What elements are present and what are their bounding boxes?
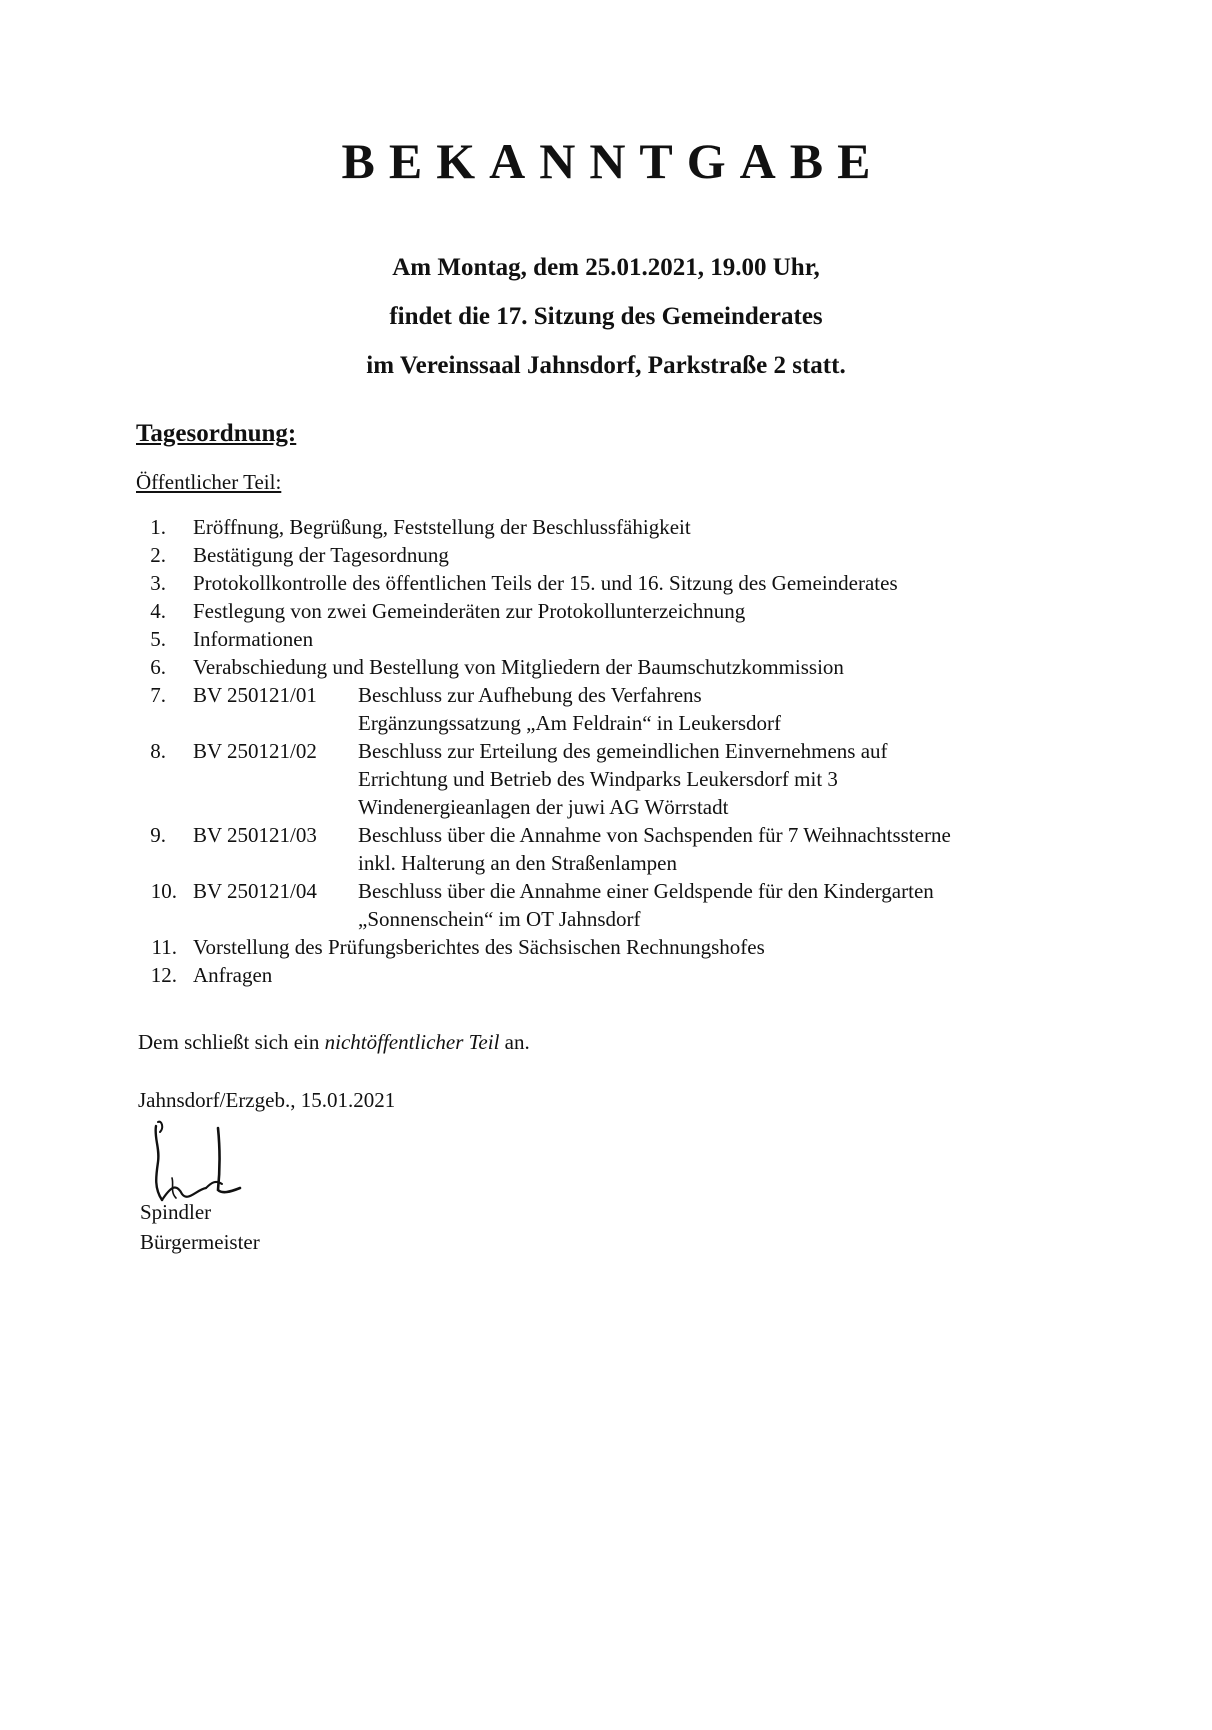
- closing-note: [138, 1030, 530, 1055]
- agenda-item-number: 5.: [150, 627, 166, 651]
- agenda-item-text: inkl. Halterung an den Straßenlampen: [358, 851, 677, 875]
- agenda-item-number: 6.: [150, 655, 166, 679]
- agenda-item-text: Beschluss über die Annahme einer Geldspende für den Kindergarten: [358, 879, 934, 903]
- agenda-item-text: Verabschiedung und Bestellung von Mitgliedern der Baumschutzkommission: [193, 655, 844, 679]
- agenda-item-text: „Sonnenschein“ im OT Jahnsdorf: [358, 907, 641, 931]
- handwritten-signature: [148, 1118, 268, 1210]
- agenda-item-text: Vorstellung des Prüfungsberichtes des Sächsischen Rechnungshofes: [193, 935, 765, 959]
- agenda-item-number: 4.: [150, 599, 166, 623]
- agenda-item-text: Windenergieanlagen der juwi AG Wörrstadt: [358, 795, 729, 819]
- agenda-item-text: Informationen: [193, 627, 314, 651]
- agenda-item-number: 9.: [150, 823, 166, 847]
- closing-prefix: Dem schließt sich ein: [138, 1030, 325, 1054]
- agenda-item-number: 11.: [151, 935, 177, 959]
- meeting-session-line: findet die 17. Sitzung des Gemeinderates: [389, 303, 823, 330]
- agenda-item-number: 12.: [150, 963, 177, 987]
- agenda-item-number: 3.: [150, 571, 166, 595]
- agenda-item-text: Anfragen: [193, 963, 273, 987]
- agenda-item-number: 2.: [150, 543, 166, 567]
- agenda-item-text: Protokollkontrolle des öffentlichen Teils der 15. und 16. Sitzung des Gemeinderates: [193, 571, 898, 595]
- agenda-item-text: Beschluss über die Annahme von Sachspenden für 7 Weihnachtssterne: [358, 823, 951, 847]
- document-title: BEKANNTGABE: [341, 133, 885, 189]
- agenda-item-text: Beschluss zur Aufhebung des Verfahrens: [358, 683, 702, 707]
- agenda-item-code: BV 250121/03: [193, 823, 317, 847]
- agenda-item-text: Bestätigung der Tagesordnung: [193, 543, 449, 567]
- closing-emphasis: nichtöffentlicher Teil: [324, 1030, 500, 1054]
- meeting-location-line: im Vereinssaal Jahnsdorf, Parkstraße 2 statt.: [366, 352, 846, 379]
- agenda-item-code: BV 250121/01: [193, 683, 317, 707]
- agenda-item-number: 10.: [150, 879, 177, 903]
- agenda-item-code: BV 250121/04: [193, 879, 317, 903]
- agenda-item-text: Ergänzungssatzung „Am Feldrain“ in Leukersdorf: [358, 711, 781, 735]
- agenda-item-number: 8.: [150, 739, 166, 763]
- place-date: Jahnsdorf/Erzgeb., 15.01.2021: [138, 1088, 396, 1112]
- agenda-item-text: Eröffnung, Begrüßung, Feststellung der Beschlussfähigkeit: [193, 515, 691, 539]
- agenda-item-number: 7.: [150, 683, 166, 707]
- signer-name: Spindler: [140, 1200, 212, 1224]
- signer-role: Bürgermeister: [140, 1230, 260, 1254]
- agenda-item-number: 1.: [150, 515, 166, 539]
- closing-suffix: an.: [499, 1030, 530, 1054]
- agenda-item-text: Festlegung von zwei Gemeinderäten zur Protokollunterzeichnung: [193, 599, 746, 623]
- public-part-label: Öffentlicher Teil:: [136, 470, 282, 494]
- agenda-heading: Tagesordnung:: [136, 420, 297, 447]
- agenda-item-text: Beschluss zur Erteilung des gemeindlichen Einvernehmens auf: [358, 739, 888, 763]
- agenda-item-code: BV 250121/02: [193, 739, 317, 763]
- meeting-date-line: Am Montag, dem 25.01.2021, 19.00 Uhr,: [392, 254, 820, 281]
- agenda-item-text: Errichtung und Betrieb des Windparks Leukersdorf mit 3: [358, 767, 838, 791]
